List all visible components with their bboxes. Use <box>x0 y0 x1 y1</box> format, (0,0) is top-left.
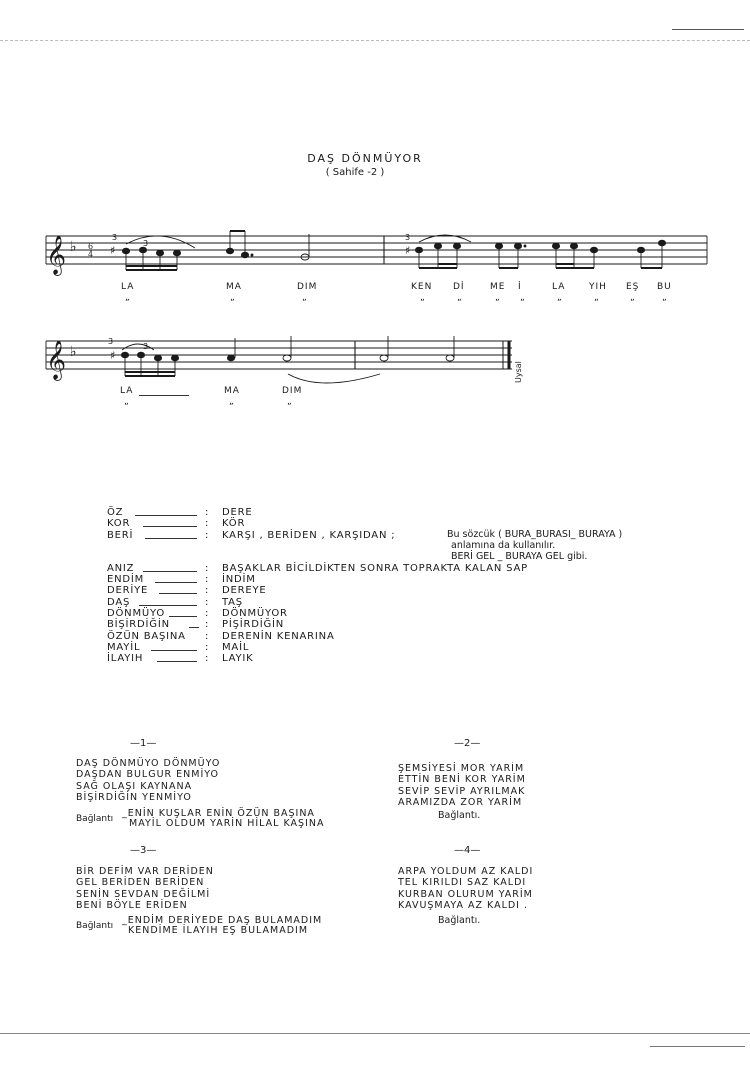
ditto-mark: „ <box>302 293 307 303</box>
verse-line: BİR DEFİM VAR DERİDEN <box>76 866 214 877</box>
leader-line <box>143 571 197 572</box>
glossary-definition: İNDİM <box>222 574 256 586</box>
svg-text:𝄞: 𝄞 <box>46 235 67 275</box>
glossary-term: ÖZÜN BAŞINA <box>107 630 186 642</box>
svg-text:6: 6 <box>88 242 94 251</box>
glossary-term: DÖNMÜYO <box>107 608 166 620</box>
ditto-mark: „ <box>457 293 462 303</box>
lyric-syllable: MA <box>224 386 240 396</box>
verse-line: DAŞ DÖNMÜYO DÖNMÜYO <box>76 758 221 769</box>
glossary-definition: MAİL <box>222 641 250 653</box>
svg-text:𝄞: 𝄞 <box>46 340 67 380</box>
svg-text:♯: ♯ <box>110 244 116 257</box>
ditto-mark: „ <box>230 293 235 303</box>
glossary-definition: KARŞI , BERİDEN , KARŞIDAN ; <box>222 529 396 541</box>
refrain-3 <box>76 916 376 938</box>
glossary-term: ANIZ <box>107 562 135 574</box>
ditto-mark: „ <box>125 293 130 303</box>
refrain-reference: Bağlantı. <box>438 810 481 821</box>
verse-line: SAĞ OLAŞI KAYNANA <box>76 780 193 792</box>
leader-line <box>155 582 197 583</box>
ditto-mark: „ <box>420 293 425 303</box>
lyric-syllable: LA <box>120 386 134 396</box>
verse-line: DAŞDAN BULGUR ENMİYO <box>76 769 220 781</box>
glossary-definition: KÖR <box>222 518 246 530</box>
leader-line <box>159 593 197 594</box>
verse-2 <box>398 763 526 809</box>
svg-text:3: 3 <box>143 239 149 248</box>
refrain-label: Bağlantı <box>76 921 114 931</box>
composer-mark: Uysal <box>514 361 523 383</box>
glossary-definition: BAŞAKLAR BİCİLDİKTEN SONRA TOPRAKTA KALAN SAP <box>222 562 528 574</box>
verse-line: BİŞİRDİĞİN YENMİYO <box>76 792 192 804</box>
glossary-term: BERİ <box>107 529 134 541</box>
ditto-mark: „ <box>229 397 234 407</box>
staff-2-notes <box>108 336 454 376</box>
verse-1 <box>76 758 220 804</box>
verse-line: ETTİN BENİ KOR YARİM <box>398 774 526 786</box>
verse-line: BENİ BÖYLE ERİDEN <box>76 900 188 912</box>
ditto-mark: „ <box>662 293 667 303</box>
lyric-syllable: EŞ <box>626 282 640 292</box>
ditto-mark: „ <box>287 397 292 407</box>
glossary-term: DAŞ <box>107 596 131 608</box>
lyric-syllable: MA <box>226 282 242 292</box>
lyric-syllable: ME <box>490 282 506 292</box>
scan-edge-bottom <box>0 1033 750 1034</box>
glossary-term: ÖZ <box>107 507 124 518</box>
verse-line: GEL BERİDEN BERİDEN <box>76 877 205 889</box>
svg-text:♭: ♭ <box>70 344 77 360</box>
lyric-syllable: DIM <box>297 282 318 292</box>
svg-text:3: 3 <box>108 337 114 346</box>
note-line: anlamına da kullanılır. <box>451 540 556 551</box>
verse-3 <box>76 866 214 912</box>
lyric-syllable: DIM <box>282 386 303 396</box>
glossary-definition: DEREYE <box>222 585 267 597</box>
refrain-line: _ENİN KUŞLAR ENİN ÖZÜN BAŞINA <box>122 808 315 819</box>
verse-line: TEL KIRILDI SAZ KALDI <box>398 877 527 889</box>
ditto-mark: „ <box>520 293 525 303</box>
svg-text:4: 4 <box>88 250 94 259</box>
verse-line: SENİN SEVDAN DEĞİLMİ <box>76 888 211 900</box>
glossary-term: MAYİL <box>107 641 141 653</box>
leader-line <box>151 650 197 651</box>
staff-2 <box>46 341 512 369</box>
svg-text:♯: ♯ <box>405 244 411 257</box>
glossary-term: ENDİM <box>107 574 145 586</box>
ditto-mark: „ <box>557 293 562 303</box>
verse-number: —3— <box>130 845 157 856</box>
lyric-syllable: YIH <box>589 282 607 292</box>
verse-line: KURBAN OLURUM YARİM <box>398 888 533 900</box>
lyric-syllable: LA <box>552 282 566 292</box>
lyric-syllable: Dİ <box>453 282 465 292</box>
glossary-definition: DERE <box>222 507 253 518</box>
lyric-syllable: KEN <box>411 282 433 292</box>
verse-line: ARAMIZDA ZOR YARİM <box>398 797 523 809</box>
verse-line: ARPA YOLDUM AZ KALDI <box>398 866 534 877</box>
leader-line <box>139 605 197 606</box>
leader-line <box>135 515 197 516</box>
verse-line: SEVİP SEVİP AYRILMAK <box>398 785 526 797</box>
verse-4 <box>398 866 533 912</box>
refrain-line: _ENDİM DERİYEDE DAŞ BULAMADIM <box>122 915 323 926</box>
scan-edge-bottom-right <box>650 1046 745 1047</box>
music-score <box>0 0 750 420</box>
refrain-reference: Bağlantı. <box>438 915 481 926</box>
svg-text:♭: ♭ <box>70 239 77 255</box>
glossary-term: KOR <box>107 518 131 530</box>
leader-line <box>143 526 197 527</box>
leader-line <box>169 616 197 617</box>
refrain-label: Bağlantı <box>76 814 114 824</box>
leader-line <box>189 627 199 628</box>
page-subtitle: ( Sahife -2 ) <box>325 167 385 178</box>
usage-note <box>447 529 622 562</box>
ditto-mark: „ <box>594 293 599 303</box>
glossary-definition: TAŞ <box>222 596 243 608</box>
verse-number: —2— <box>454 738 481 749</box>
lyric-syllable: LA <box>121 282 135 292</box>
glossary-term: BİŞİRDİĞİN <box>107 619 170 631</box>
ditto-mark: „ <box>630 293 635 303</box>
svg-text:3: 3 <box>112 233 118 242</box>
lyric-syllable: İ <box>518 282 522 292</box>
ditto-mark: „ <box>495 293 500 303</box>
refrain-line: MAYİL OLDUM YARİN HİLAL KAŞINA <box>129 818 325 829</box>
leader-line <box>145 538 197 539</box>
song-title: DAŞ DÖNMÜYOR <box>307 152 423 165</box>
verse-number: —1— <box>130 738 157 749</box>
glossary-definition: PİŞİRDİĞİN <box>222 619 285 631</box>
lyric-extender <box>139 395 189 396</box>
leader-line <box>157 661 197 662</box>
note-line: Bu sözcük ( BURA_BURASI_ BURAYA ) <box>447 529 623 540</box>
svg-text:3: 3 <box>405 233 411 242</box>
lyric-syllable: BU <box>657 282 672 292</box>
refrain-line: KENDİME İLAYIH EŞ BULAMADIM <box>128 925 309 936</box>
verse-line: KAVUŞMAYA AZ KALDI . <box>398 900 529 912</box>
glossary-definition: LAYIK <box>222 653 254 665</box>
glossary-definition: DÖNMÜYOR <box>222 608 288 620</box>
verse-number: —4— <box>454 845 481 856</box>
svg-text:♯: ♯ <box>110 349 116 362</box>
glossary-term: DERİYE <box>107 585 149 597</box>
glossary-definition: DERENİN KENARINA <box>222 630 335 642</box>
refrain-1 <box>76 809 376 831</box>
ditto-mark: „ <box>124 397 129 407</box>
svg-text:3: 3 <box>143 342 149 351</box>
verse-line: ŞEMSİYESİ MOR YARİM <box>398 763 525 774</box>
document-page: DAŞ DÖNMÜYOR ( Sahife -2 ) 𝄞 𝄞 ♭ ♭ 6 4 3 ♯ 3 3 ♯ 3 ♯ 3 LA MA DIM KEN Dİ ME İ LA YIH EŞ BU „ „ „ „ „ „ „ „ „ „ „ LA MA DIM „ „ „ Uysal ÖZ : DERE KOR : KÖR BERİ : KARŞI , BERİDEN , KARŞIDAN ; ANIZ : BAŞAKLAR BİCİLDİKTEN SONRA TOPRAKTA KALAN SAP ENDİM : İNDİM DERİYE : DEREYE DAŞ : TAŞ DÖNMÜYO : DÖNMÜYOR BİŞİRDİĞİN : PİŞİRDİĞİN ÖZÜN BAŞINA : DERENİN KENARINA MAYİL : MAİL İLAYIH : LAYIK Bu sözcük ( BURA_BURASI_ BURAYA ) anlamına da kullanılır. BERİ GEL _ BURAYA GEL gibi. —1— DAŞ DÖNMÜYO DÖNMÜYO DAŞDAN BULGUR ENMİYO SAĞ OLAŞI KAYNANA BİŞİRDİĞİN YENMİYO Bağlantı _ENİN KUŞLAR ENİN ÖZÜN BAŞINA MAYİL OLDUM YARİN HİLAL KAŞINA —2— ŞEMSİYESİ MOR YARİM ETTİN BENİ KOR YARİM SEVİP SEVİP AYRILMAK ARAMIZDA ZOR YARİM Bağlantı. —3— BİR DEFİM VAR DERİDEN GEL BERİDEN BERİDEN SENİN SEVDAN DEĞİLMİ BENİ BÖYLE ERİDEN Bağlantı _ENDİM DERİYEDE DAŞ BULAMADIM KENDİME İLAYIH EŞ BULAMADIM —4— ARPA YOLDUM AZ KALDI TEL KIRILDI SAZ KALDI KURBAN OLURUM YARİM KAVUŞMAYA AZ KALDI . Bağlantı. <box>0 0 750 1078</box>
note-line: BERİ GEL _ BURAYA GEL gibi. <box>451 551 588 562</box>
glossary-term: İLAYIH <box>107 653 144 665</box>
